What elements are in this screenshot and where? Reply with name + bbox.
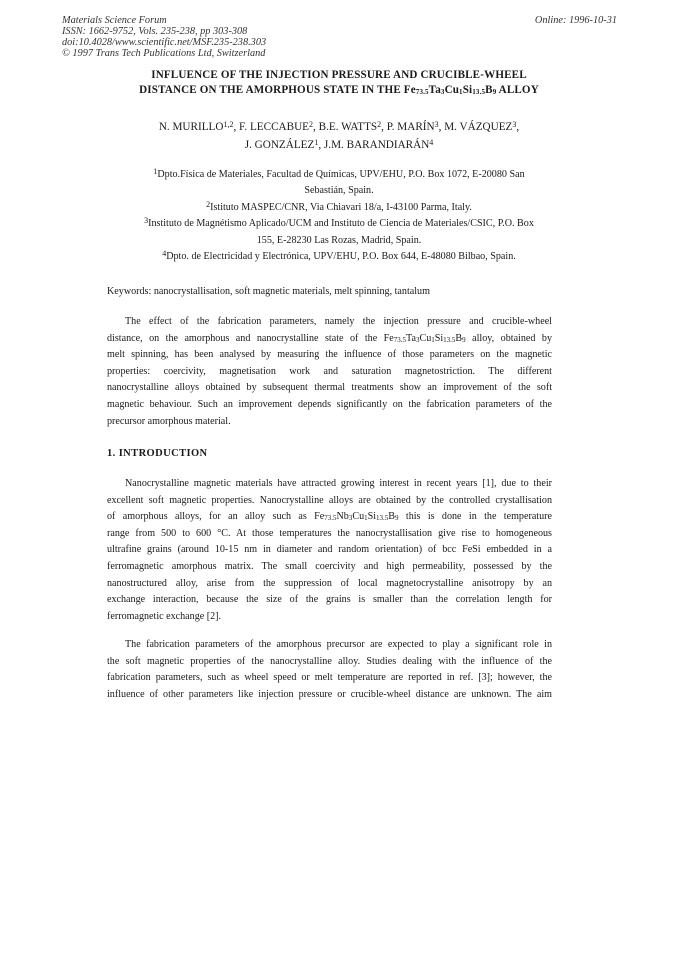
affiliation-2: $^2$Istituto MASPEC/CNR, Via Chiavari 18/a, I-43100 Parma, Italy. bbox=[206, 199, 472, 213]
intro-alloy-formula: $Fe_{73.5}Nb_3Cu_1Si_{13.5}B_9$ bbox=[314, 511, 399, 523]
issn-line: ISSN: 1662-9752, Vols. 235-238, pp 303-308 bbox=[62, 26, 248, 37]
doi-line[interactable]: doi:10.4028/www.scientific.net/MSF.235-238.303 bbox=[62, 37, 267, 48]
title-alloy-formula: $Fe_{73.5}Ta_3Cu_1Si_{13.5}B_9$ bbox=[403, 84, 497, 96]
affiliation-3: $^3$Instituto de Magnétismo Aplicado/UCM and Instituto de Ciencia de Materiales/CSIC, P.O. Box 155, E-28230 Las Rozas, Madrid, Spain. bbox=[144, 216, 534, 246]
affiliations bbox=[90, 167, 588, 265]
author-list bbox=[40, 118, 638, 154]
title-line-2: DISTANCE ON THE AMORPHOUS STATE IN THE $Fe_{73.5}Ta_3Cu_1Si_{13.5}B_9$ ALLOY bbox=[139, 84, 539, 96]
title-line-1: INFLUENCE OF THE INJECTION PRESSURE AND CRUCIBLE-WHEEL bbox=[151, 69, 527, 81]
section-heading-introduction: 1. INTRODUCTION bbox=[107, 448, 208, 459]
journal-name: Materials Science Forum bbox=[62, 15, 167, 26]
affiliation-1: $^1$Dpto.Física de Materiales, Facultad de Químicas, UPV/EHU, P.O. Box 1072, E-20080 San Sebastián, Spain. bbox=[153, 167, 525, 197]
author-line-2: J. GONZÁLEZ$^1$, J.M. BARANDIARÁN$^4$ bbox=[244, 138, 434, 151]
abstract: The effect of the fabrication parameters, namely the injection pressure and crucible-wheel distance, on the amorphous and nanocrystalline state of the $Fe_{73.5}Ta_3Cu_1Si_{13.5}B_9$ alloy, obtained by melt spinning, has been analysed by measuring the influence of those parameters on the magnetic properties: coercivity, magnetisation work and saturation magnetostriction. The different nanocrystalline alloys obtained by subsequent thermal treatments show an improvement of the soft magnetic behaviour. Such an improvement depends significantly on the fabrication parameters of the precursor amorphous material. bbox=[107, 316, 552, 427]
article-header bbox=[62, 15, 617, 59]
copyright-line: © 1997 Trans Tech Publications Ltd, Switzerland bbox=[62, 48, 266, 59]
abstract-alloy-formula: $Fe_{73.5}Ta_3Cu_1Si_{13.5}B_9$ bbox=[383, 332, 466, 344]
keywords: Keywords: nanocrystallisation, soft magnetic materials, melt spinning, tantalum bbox=[107, 286, 430, 297]
intro-paragraph-2: The fabrication parameters of the amorphous precursor are expected to play a significant role in the soft magnetic properties of the nanocrystalline alloy. Studies dealing with the influence of the fabrication parameters, such as wheel speed or melt temperature are reported in ref. [3]; however, the influence of other parameters like injection pressure or crucible-wheel distance are unknown. The aim bbox=[107, 639, 552, 700]
affiliation-4: $^4$Dpto. de Electricidad y Electrónica, UPV/EHU, P.O. Box 644, E-48080 Bilbao, Spain. bbox=[162, 249, 516, 263]
online-date: Online: 1996-10-31 bbox=[534, 15, 617, 26]
paper-title bbox=[40, 68, 638, 98]
intro-paragraph-1: Nanocrystalline magnetic materials have attracted growing interest in recent years [1], due to their excellent soft magnetic properties. Nanocrystalline alloys are obtained by the controlled crystallisation of amorphous alloys, for an alloy such as $Fe_{73.5}Nb_3Cu_1Si_{13.5}B_9$ this is done in the temperature range from 500 to 600 °C. At those temperatures the nanocrystallisation give rise to homogeneous ultrafine grains (around 10-15 nm in diameter and random orientation) of bcc FeSi embedded in a ferromagnetic amorphous matrix. The small coercivity and high permeability, possessed by the nanostructured alloy, arise from the suppression of local magnetocrystalline anisotropy by an exchange interaction, because the size of the grains is smaller than the correlation length for ferromagnetic exchange [2]. bbox=[107, 478, 552, 622]
author-line-1: N. MURILLO$^{1,2}$, F. LECCABUE$^2$, B.E. WATTS$^2$, P. MARÍN$^3$, M. VÁZQUEZ$^3$, bbox=[158, 120, 520, 133]
